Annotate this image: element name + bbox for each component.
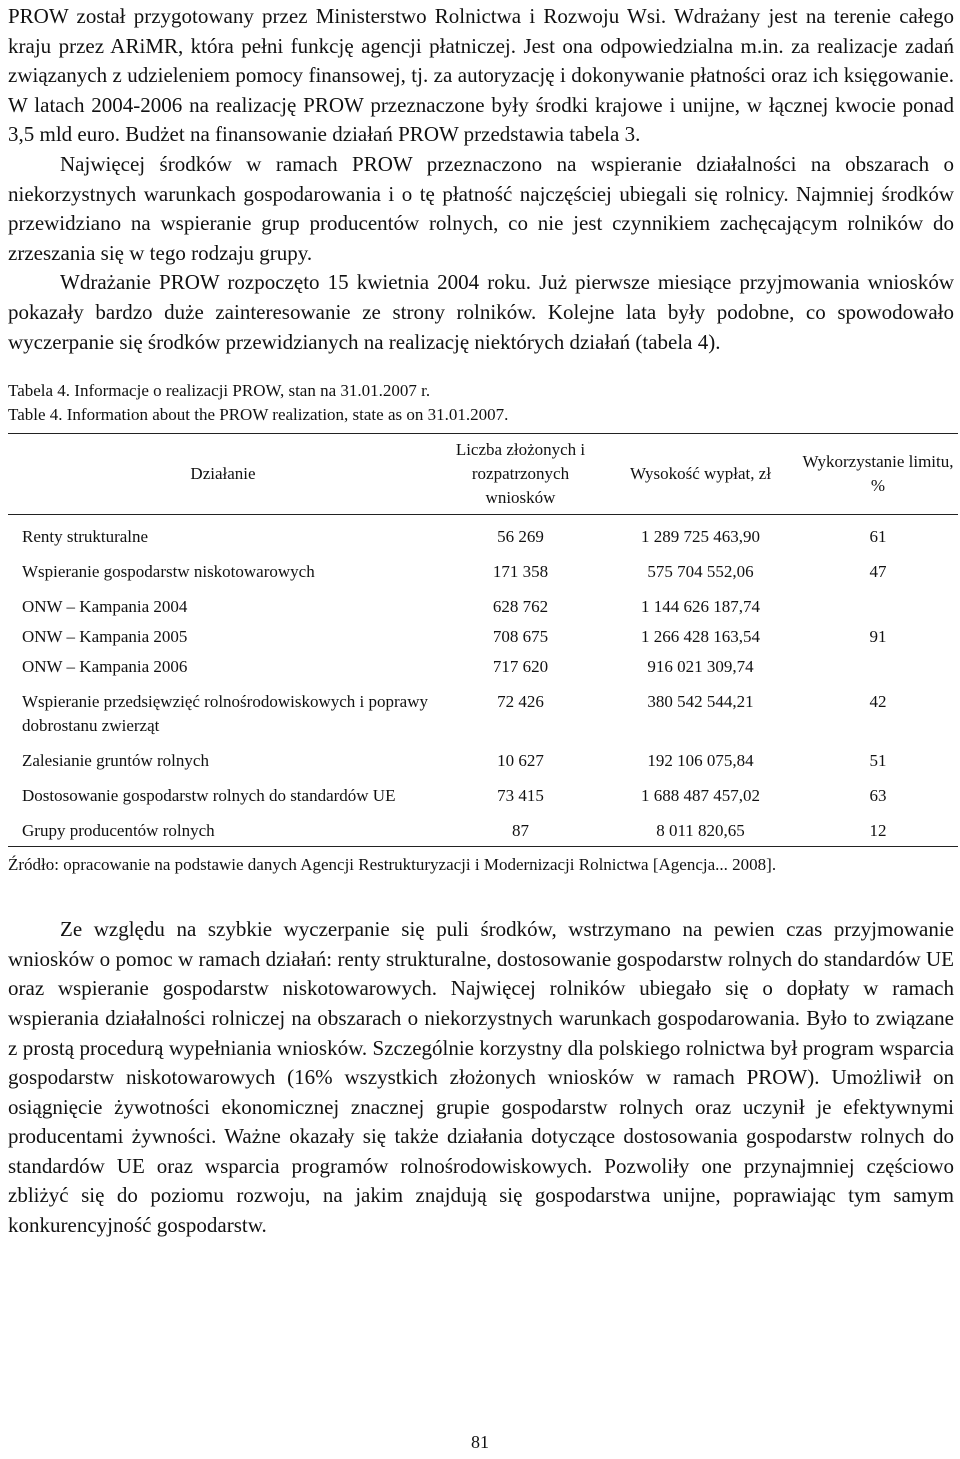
cell-applications: 72 426 <box>497 692 544 712</box>
cell-payments: 1 688 487 457,02 <box>641 786 760 806</box>
cell-applications: 10 627 <box>497 751 544 771</box>
table-row <box>8 552 958 587</box>
cell-action: ONW – Kampania 2005 <box>22 627 188 647</box>
paragraph-prow-implementation <box>8 268 954 357</box>
table-caption-en: Table 4. Information about the PROW realization, state as on 31.01.2007. <box>8 405 509 425</box>
cell-limit <box>798 652 958 682</box>
cell-payments: 916 021 309,74 <box>647 657 754 677</box>
cell-limit: 61 <box>869 527 887 547</box>
page-number: 81 <box>471 1432 489 1452</box>
table-caption-block <box>8 379 954 427</box>
document-page <box>8 0 954 1241</box>
table-row <box>8 652 958 682</box>
table-row <box>8 811 958 847</box>
cell-applications: 717 620 <box>492 657 549 677</box>
cell-action: Wspieranie gospodarstw niskotowarowych <box>22 562 315 582</box>
cell-limit: 47 <box>869 562 887 582</box>
cell-limit: 12 <box>869 821 887 841</box>
cell-action: ONW – Kampania 2006 <box>22 657 188 677</box>
cell-limit: 63 <box>869 786 887 806</box>
cell-payments: 1 289 725 463,90 <box>641 527 760 547</box>
paragraph-measures-suspension <box>8 915 954 1241</box>
header-payments: Wysokość wypłat, zł <box>629 464 772 484</box>
paragraph-prow-funding-text: Najwięcej środków w ramach PROW przeznaczono na wspieranie działalności na obszarach o niekorzystnych warunkach gospodarowania i o tę płatność najczęściej ubiegali się rolnicy. Najmniej środków przewidziano na wspieranie grup producentów rolnych, co nie jest czynnikiem zachęcającym rolników do zrzeszania się w tego rodzaju grupy. <box>8 151 954 265</box>
cell-payments: 380 542 544,21 <box>647 692 754 712</box>
table-row <box>8 682 958 741</box>
cell-applications: 73 415 <box>497 786 544 806</box>
paragraph-prow-funding <box>8 150 954 268</box>
paragraph-prow-implementation-text: Wdrażanie PROW rozpoczęto 15 kwietnia 2004 roku. Już pierwsze miesiące przyjmowania wniosków pokazały bardzo duże zainteresowanie ze strony rolników. Kolejne lata były podobne, co spowodowało wyczerpanie się środków przewidzianych na realizację niektórych działań (tabela 4). <box>8 270 954 354</box>
cell-payments: 1 144 626 187,74 <box>641 597 760 617</box>
cell-limit: 42 <box>869 692 887 712</box>
cell-action: Wspieranie przedsięwzięć rolnośrodowiskowych i poprawy dobrostanu zwierząt <box>22 692 428 736</box>
header-limit: Wykorzystanie limitu, % <box>802 452 954 496</box>
cell-payments: 575 704 552,06 <box>647 562 754 582</box>
cell-applications: 56 269 <box>497 527 544 547</box>
paragraph-measures-suspension-text: Ze względu na szybkie wyczerpanie się puli środków, wstrzymano na pewien czas przyjmowanie wniosków o pomoc w ramach działań: renty strukturalne, dostosowanie gospodarstw rolnych do standardów UE oraz wspieranie gospodarstw niskotowarowych. Najwięcej rolników ubiegało się o dopłaty w ramach wspierania działalności rolniczej na obszarach o niekorzystnych warunkach gospodarowania. Było to związane z prostą procedurą wypełniania wniosków. Szczególnie korzystny dla polskiego rolnictwa był program wsparcia gospodarstw niskotowarowych (16% wszystkich złożonych wniosków w ramach PROW). Umożliwił on osiągnięcie żywotności ekonomicznej znacznej grupie gospodarstw rolnych oraz uczynił je efektywnymi producentami żywności. Ważne okazały się także działania dotyczące dostosowania gospodarstw rolnych do standardów UE oraz wsparcia programów rolnośrodowiskowych. Pozwoliły one przynajmniej częściowo zbliżyć się do poziomu rozwoju, na jakim znajdują się gospodarstwa unijne, poprawiając tym samym konkurencyjność gospodarstw. <box>8 917 954 1238</box>
cell-action: Zalesianie gruntów rolnych <box>22 751 209 771</box>
table-row <box>8 741 958 776</box>
cell-applications: 87 <box>512 821 529 841</box>
cell-action: Grupy producentów rolnych <box>22 821 215 841</box>
cell-applications: 708 675 <box>492 627 549 647</box>
table-header-row <box>8 434 958 515</box>
cell-limit: 91 <box>869 627 887 647</box>
table-source-note: Źródło: opracowanie na podstawie danych Agencji Restrukturyzacji i Modernizacji Rolnictwa [Agencja... 2008]. <box>8 855 777 875</box>
cell-action: Dostosowanie gospodarstw rolnych do standardów UE <box>22 786 396 806</box>
table-caption-pl: Tabela 4. Informacje o realizacji PROW, stan na 31.01.2007 r. <box>8 381 431 401</box>
cell-limit <box>798 587 958 622</box>
header-action: Działanie <box>190 464 256 484</box>
cell-payments: 1 266 428 163,54 <box>641 627 760 647</box>
cell-action: ONW – Kampania 2004 <box>22 597 188 617</box>
cell-applications: 628 762 <box>492 597 549 617</box>
cell-payments: 192 106 075,84 <box>647 751 754 771</box>
prow-realization-table <box>8 433 958 847</box>
table-row <box>8 776 958 811</box>
table-row <box>8 515 958 553</box>
cell-limit: 51 <box>869 751 887 771</box>
cell-applications: 171 358 <box>492 562 549 582</box>
header-applications: Liczba złożonych i rozpatrzonych wniosków <box>455 440 586 508</box>
table-row <box>8 622 958 652</box>
cell-action: Renty strukturalne <box>22 527 149 547</box>
table-row <box>8 587 958 622</box>
cell-payments: 8 011 820,65 <box>656 821 745 841</box>
paragraph-prow-intro: PROW został przygotowany przez Ministerstwo Rolnictwa i Rozwoju Wsi. Wdrażany jest na terenie całego kraju przez ARiMR, która pełni funkcję agencji płatniczej. Jest ona odpowiedzialna m.in. za realizacje zadań związanych z udzieleniem pomocy finansowej, tj. za autoryzację i dokonywanie płatności oraz ich księgowanie. W latach 2004-2006 na realizację PROW przeznaczone były środki krajowe i unijne, w łącznej kwocie ponad 3,5 mld euro. Budżet na finansowanie działań PROW przedstawia tabela 3. <box>8 4 954 147</box>
